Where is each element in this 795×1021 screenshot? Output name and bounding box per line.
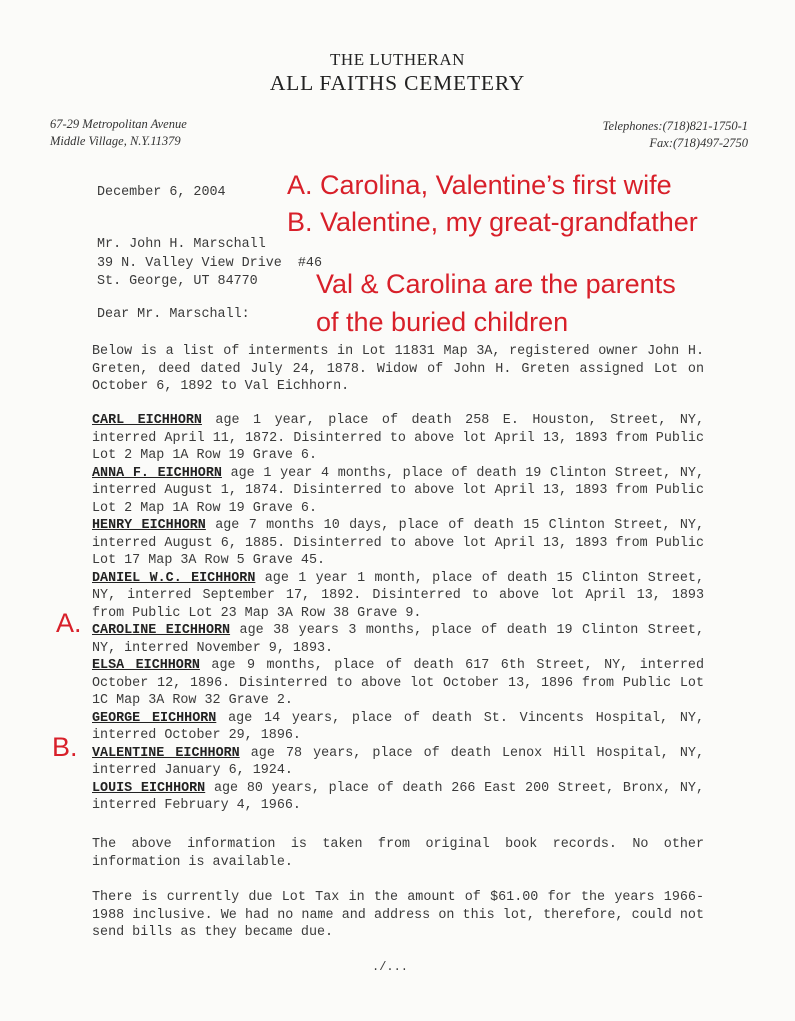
letterhead-title-line1: THE LUTHERAN	[330, 50, 465, 69]
interment-name: ELSA EICHHORN	[92, 658, 200, 673]
records-note-paragraph: The above information is taken from original book records. No other information is available.	[92, 837, 704, 870]
interment-name: CARL EICHHORN	[92, 413, 202, 428]
address-line: Middle Village, N.Y.11379	[50, 134, 181, 148]
annotation-b-note: B. Valentine, my great-grandfather	[287, 207, 698, 237]
interment-name: HENRY EICHHORN	[92, 518, 206, 533]
interment-details: age 14 years, place of death St. Vincents Hospital, NY, interred October 29, 1896.	[92, 710, 704, 743]
annotation-marker-a: A.	[56, 608, 82, 638]
interment-name: VALENTINE EICHHORN	[92, 745, 240, 761]
interment-details: age 9 months, place of death 617 6th Street, NY, interred October 12, 1896. Disinterred to above lot October 13, 1896 from Public Lot 1C Map 3A Row 32 Grave 2.	[92, 658, 704, 708]
letterhead-title-line2: ALL FAITHS CEMETERY	[269, 71, 526, 95]
fax-line: Fax:(718)497-2750	[649, 136, 748, 150]
interment-entry	[92, 780, 704, 815]
recipient-line: Mr. John H. Marschall	[97, 237, 266, 252]
page-continued-marker: ./...	[372, 960, 409, 974]
annotation-parents-line2: of the buried children	[316, 307, 569, 337]
lot-tax-paragraph: There is currently due Lot Tax in the amount of $61.00 for the years 1966-1988 inclusive. We had no name and address on this lot, therefore, could not send bills as they became due.	[92, 890, 704, 940]
annotation-marker-b: B.	[52, 732, 78, 762]
interment-entry	[92, 570, 704, 623]
interment-entry	[92, 657, 704, 710]
interment-details: age 1 year, place of death 258 E. Houston, Street, NY, interred April 11, 1872. Disinterred to above lot April 13, 1893 from Public Lot 2 Map 1A Row 19 Grave 6.	[92, 413, 704, 463]
interment-entry	[92, 517, 704, 570]
letterhead-phones	[603, 118, 748, 152]
letterhead-address	[50, 116, 187, 150]
interment-entry	[92, 710, 704, 745]
interment-details: age 38 years 3 months, place of death 19 Clinton Street, NY, interred November 9, 1893.	[92, 623, 704, 656]
interment-name: ANNA F. EICHHORN	[92, 465, 222, 481]
telephone-line: Telephones:(718)821-1750-1	[602, 119, 748, 133]
recipient-address	[97, 236, 322, 292]
recipient-line: St. George, UT 84770	[97, 274, 258, 289]
interment-details: age 80 years, place of death 266 East 200 Street, Bronx, NY, interred February 4, 1966.	[92, 780, 704, 813]
annotation-parents-line1: Val & Carolina are the parents	[316, 269, 676, 299]
intro-paragraph: Below is a list of interments in Lot 11831 Map 3A, registered owner John H. Greten, deed dated July 24, 1878. Widow of John H. Greten assigned Lot on October 6, 1892 to Val Eichhorn.	[92, 344, 704, 394]
interment-details: age 1 year 4 months, place of death 19 Clinton Street, NY, interred August 1, 1874. Disinterred to above lot April 13, 1893 from Public Lot 2 Map 1A Row 19 Grave 6.	[92, 465, 704, 516]
interment-entry	[92, 745, 704, 780]
interment-details: age 7 months 10 days, place of death 15 Clinton Street, NY, interred August 6, 1885. Disinterred to above lot April 13, 1893 from Public Lot 17 Map 3A Row 5 Grave 45.	[92, 518, 704, 568]
interment-details: age 1 year 1 month, place of death 15 Clinton Street, NY, interred September 17, 1892. Disinterred to above lot April 13, 1893 from Public Lot 23 Map 3A Row 38 Grave 9.	[92, 570, 704, 621]
letter-date: December 6, 2004	[97, 185, 226, 200]
interment-name: GEORGE EICHHORN	[92, 710, 217, 726]
interment-entry	[92, 465, 704, 518]
interment-entry	[92, 412, 704, 465]
annotation-a-note: A. Carolina, Valentine’s first wife	[287, 170, 672, 200]
salutation: Dear Mr. Marschall:	[97, 307, 250, 322]
interment-list	[92, 412, 704, 815]
address-line: 67-29 Metropolitan Avenue	[50, 117, 187, 131]
interment-name: CAROLINE EICHHORN	[92, 623, 231, 638]
interment-details: age 78 years, place of death Lenox Hill Hospital, NY, interred January 6, 1924.	[92, 745, 704, 778]
recipient-line: 39 N. Valley View Drive #46	[97, 255, 322, 271]
interment-name: DANIEL W.C. EICHHORN	[92, 570, 256, 586]
interment-name: LOUIS EICHHORN	[92, 780, 206, 796]
interment-entry	[92, 622, 704, 657]
